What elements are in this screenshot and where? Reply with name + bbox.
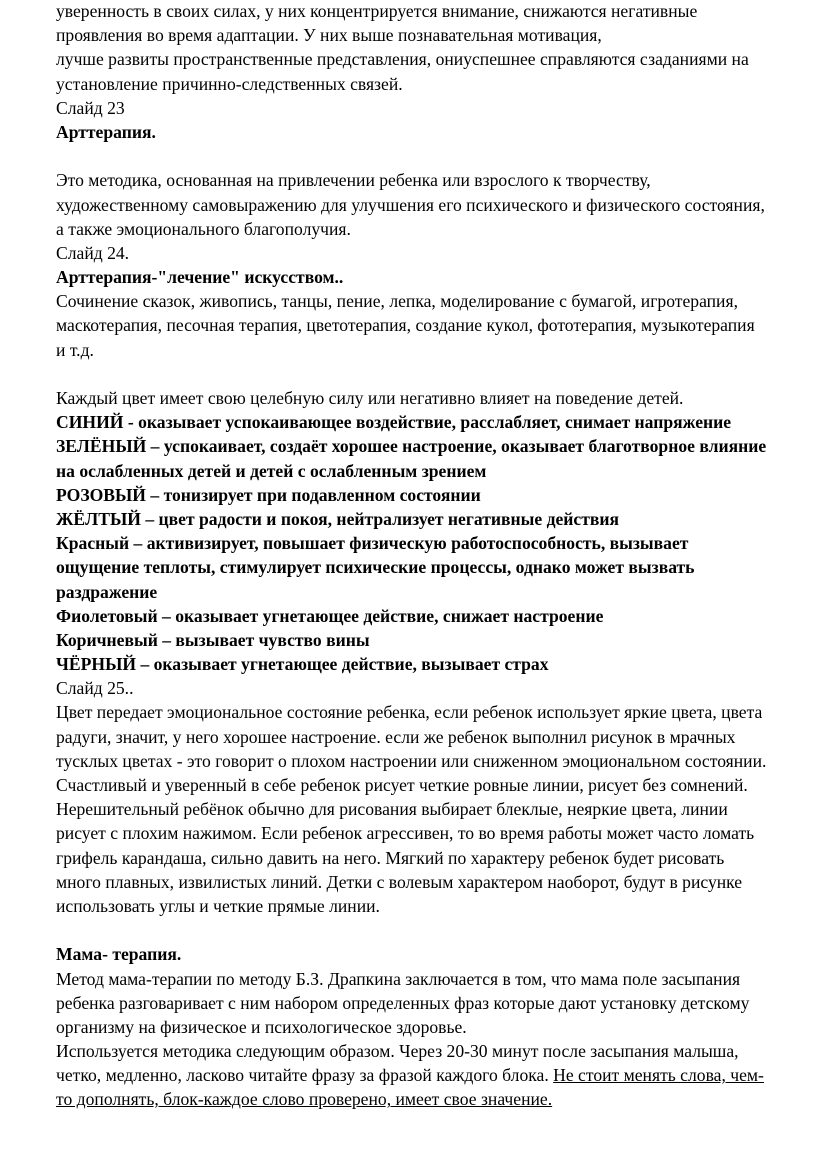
blank-line (56, 362, 814, 386)
slide-25-text-7: грифель карандаша, сильно давить на него. Мягкий по характеру ребенок будет рисовать (56, 847, 725, 868)
intro-line-2: проявления во время адаптации. У них выше познавательная мотивация, (56, 25, 602, 46)
color-brown: Коричневый – вызывает чувство вины (56, 629, 370, 650)
blank-line (56, 918, 814, 942)
slide-25-text-8: много плавных, извилистых линий. Детки с волевым характером наоборот, будут в рисунке (56, 871, 743, 892)
slide-25-text-4: Счастливый и уверенный в себе ребенок рисует четкие ровные линии, рисует без сомнений. (56, 775, 748, 795)
slide-23-heading: Арттерапия. (56, 121, 156, 142)
color-green-2: на ослабленных детей и детей с ослабленным зрением (56, 460, 487, 481)
slide-23-text-3: а также эмоционального благополучия. (56, 218, 351, 239)
mama-therapy-heading: Мама- терапия. (56, 944, 182, 965)
slide-25-text-3: тусклых цветах - это говорит о плохом настроении или сниженном эмоциональном состоянии. (56, 750, 767, 771)
slide-25-text-1: Цвет передает эмоциональное состояние ребенка, если ребенок использует яркие цвета, цвета (56, 702, 763, 723)
intro-line-1: уверенность в своих силах, у них концентрируется внимание, снижаются негативные (56, 1, 698, 21)
color-blue: СИНИЙ - оказывает успокаивающее воздействие, расслабляет, снимает напряжение (56, 412, 732, 433)
blank-line (56, 144, 814, 168)
mama-therapy-text-4: Используется методика следующим образом. Через 20-30 минут после засыпания малыша, (56, 1041, 739, 1062)
slide-25-text-6: рисует с плохим нажимом. Если ребенок агрессивен, то во время работы может часто ломать (56, 823, 755, 844)
slide-23-text-2: художественному самовыражению для улучшения его психического и физического состояния, (56, 194, 765, 215)
mama-therapy-text-5a: четко, медленно, ласково читайте фразу за фразой каждого блока. (56, 1065, 554, 1086)
mama-therapy-underlined-5b: Не стоит менять слова, чем- (553, 1065, 764, 1086)
intro-line-3: лучше развиты пространственные представления, ониуспешнее справляются сзаданиями на (56, 49, 749, 70)
slide-25-text-2: радуги, значит, у него хорошее настроение. если же ребенок выполнил рисунок в мрачных (56, 726, 736, 747)
mama-therapy-text-1: Метод мама-терапии по методу Б.З. Драпкина заключается в том, что мама поле засыпания (56, 968, 741, 989)
color-red-1: Красный – активизирует, повышает физическую работоспособность, вызывает (56, 533, 689, 554)
color-violet: Фиолетовый – оказывает угнетающее действие, снижает настроение (56, 605, 604, 626)
slide-23-label: Слайд 23 (56, 97, 125, 118)
intro-line-4: установление причинно-следственных связей. (56, 73, 403, 94)
mama-therapy-underlined-6: то дополнять, блок-каждое слово проверено, имеет свое значение. (56, 1089, 553, 1110)
document-page (56, 0, 814, 1112)
slide-25-label: Слайд 25.. (56, 678, 134, 699)
mama-therapy-text-3: организму на физическое и психологическое здоровье. (56, 1016, 467, 1037)
slide-25-text-9: использовать углы и четкие прямые линии. (56, 895, 380, 916)
color-red-2: ощущение теплоты, стимулирует психические процессы, однако может вызвать (56, 557, 695, 578)
slide-24-text-1: Сочинение сказок, живопись, танцы, пение, лепка, моделирование с бумагой, игротерапия, (56, 291, 738, 312)
color-black: ЧЁРНЫЙ – оказывает угнетающее действие, вызывает страх (56, 654, 549, 675)
slide-25-text-5: Нерешительный ребёнок обычно для рисования выбирает блеклые, неяркие цвета, линии (56, 799, 728, 820)
slide-23-text-1: Это методика, основанная на привлечении ребенка или взрослого к творчеству, (56, 170, 651, 191)
slide-24-heading: Арттерапия-"лечение" искусством.. (56, 267, 344, 288)
color-red-3: раздражение (56, 581, 158, 602)
slide-24-text-2: маскотерапия, песочная терапия, цветотерапия, создание кукол, фототерапия, музыкотерапия (56, 315, 755, 336)
colors-intro: Каждый цвет имеет свою целебную силу или негативно влияет на поведение детей. (56, 388, 684, 408)
mama-therapy-text-5 (56, 1063, 814, 1087)
slide-24-label: Слайд 24. (56, 242, 130, 263)
color-pink: РОЗОВЫЙ – тонизирует при подавленном состоянии (56, 484, 481, 505)
color-yellow: ЖЁЛТЫЙ – цвет радости и покоя, нейтрализует негативные действия (56, 508, 620, 529)
color-green-1: ЗЕЛЁНЫЙ – успокаивает, создаёт хорошее настроение, оказывает благотворное влияние (56, 436, 767, 457)
mama-therapy-text-2: ребенка разговаривает с ним набором определенных фраз которые дают установку детскому (56, 992, 750, 1013)
slide-24-text-3: и т.д. (56, 339, 94, 360)
